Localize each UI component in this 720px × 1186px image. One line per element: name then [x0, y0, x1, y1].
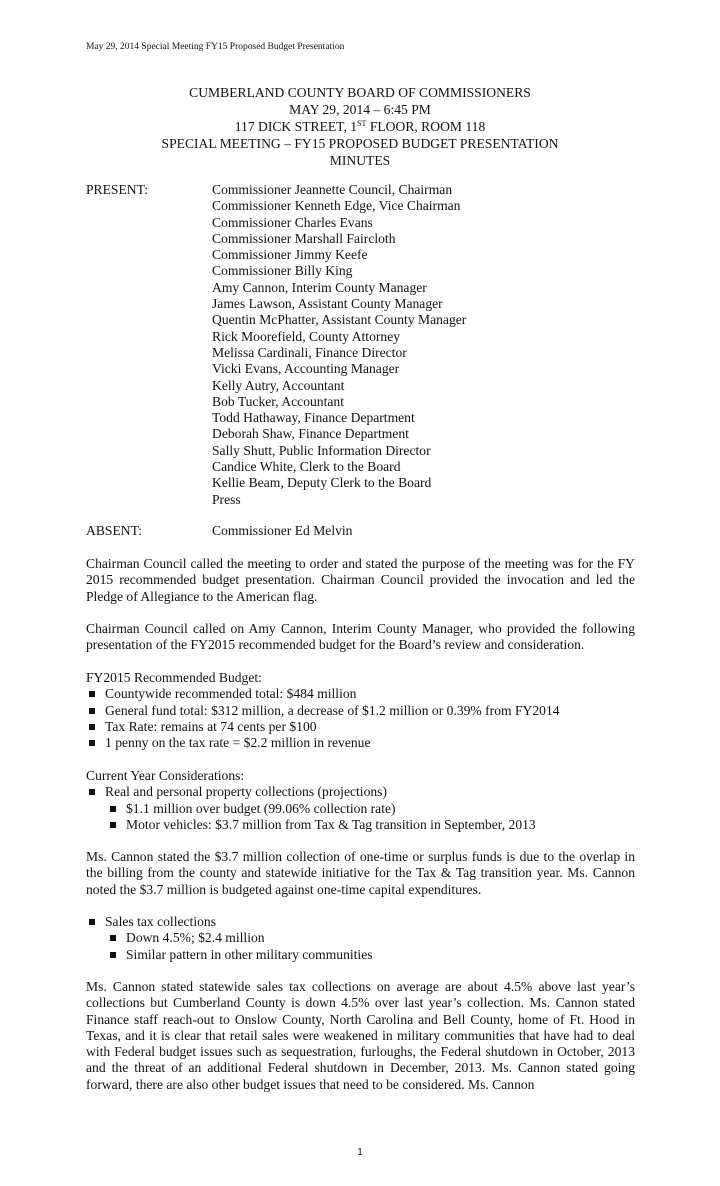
- attendee: Commissioner Kenneth Edge, Vice Chairman: [212, 198, 461, 214]
- attendee: James Lawson, Assistant County Manager: [212, 296, 443, 312]
- list-item: 1 penny on the tax rate = $2.2 million in revenue: [86, 735, 635, 751]
- attendee: Candice White, Clerk to the Board: [212, 459, 401, 475]
- attendee: Bob Tucker, Accountant: [212, 393, 344, 409]
- present-label: PRESENT:: [86, 182, 149, 197]
- attendee: Commissioner Billy King: [212, 263, 353, 279]
- list-item: Down 4.5%; $2.4 million: [86, 930, 635, 946]
- attendee: Amy Cannon, Interim County Manager: [212, 279, 427, 295]
- title-meeting: SPECIAL MEETING – FY15 PROPOSED BUDGET PRESENTATION: [161, 136, 559, 151]
- list-item: Countywide recommended total: $484 million: [86, 686, 635, 702]
- list-item: Real and personal property collections (projections): [86, 784, 635, 800]
- attendee: Commissioner Jeannette Council, Chairman: [212, 182, 453, 197]
- recommended-budget-section: [86, 670, 635, 751]
- list-item: $1.1 million over budget (99.06% collection rate): [86, 801, 635, 817]
- paragraph-call-to-order: Chairman Council called the meeting to order and stated the purpose of the meeting was for the FY 2015 recommended budget presentation. Chairman Council provided the invocation and led the Pledge of Allegiance to the American flag.: [86, 556, 635, 604]
- list-item: Motor vehicles: $3.7 million from Tax & Tag transition in September, 2013: [86, 817, 635, 833]
- attendee: Commissioner Charles Evans: [212, 214, 373, 230]
- attendee: Quentin McPhatter, Assistant County Manager: [212, 312, 467, 328]
- attendee: Deborah Shaw, Finance Department: [212, 426, 409, 442]
- paragraph-sales-tax: Ms. Cannon stated statewide sales tax collections on average are about 4.5% above last year’s collections but Cumberland County is down 4.5% over last year’s collection. Ms. Cannon stated Finance staff reach-out to Onslow County, North Carolina and Bell County, home of Ft. Hood in Texas, and it is clear that retail sales were weakened in military communities that have had to deal with Federal budget issues such as sequestration, furloughs, the Federal shutdown in October, 2013 and the threat of an additional Federal shutdown in December, 2013. Ms. Cannon stated going forward, there are also other budget issues that need to be considered. Ms. Cannon: [86, 979, 635, 1092]
- present-section: [86, 182, 646, 508]
- title-date: MAY 29, 2014 – 6:45 PM: [289, 102, 431, 117]
- attendee: Melissa Cardinali, Finance Director: [212, 344, 407, 360]
- sales-tax-list: [86, 914, 635, 930]
- sales-tax-sublist: [86, 930, 635, 963]
- attendee: Vicki Evans, Accounting Manager: [212, 361, 400, 377]
- attendee: Kellie Beam, Deputy Clerk to the Board: [212, 475, 432, 491]
- attendee: Press: [212, 491, 241, 507]
- list-item: General fund total: $312 million, a decrease of $1.2 million or 0.39% from FY2014: [86, 703, 635, 719]
- attendee: Sally Shutt, Public Information Director: [212, 442, 431, 458]
- sales-tax-section: [86, 914, 635, 963]
- list-item: Tax Rate: remains at 74 cents per $100: [86, 719, 635, 735]
- absent-label: ABSENT:: [86, 523, 142, 538]
- attendee: Rick Moorefield, County Attorney: [212, 328, 401, 344]
- current-year-list: [86, 784, 635, 800]
- current-year-sublist: [86, 801, 635, 834]
- attendee: Commissioner Jimmy Keefe: [212, 247, 368, 263]
- title-location: 117 DICK STREET, 1ST FLOOR, ROOM 118: [234, 119, 486, 134]
- title-minutes: MINUTES: [329, 153, 391, 168]
- absent-list: [212, 523, 646, 539]
- recommended-budget-list: [86, 686, 635, 751]
- running-header: May 29, 2014 Special Meeting FY15 Proposed Budget Presentation: [86, 42, 345, 52]
- attendee: Kelly Autry, Accountant: [212, 377, 345, 393]
- title-block: [86, 84, 634, 169]
- current-year-section: [86, 768, 635, 833]
- list-item: Sales tax collections: [86, 914, 635, 930]
- recommended-budget-heading: FY2015 Recommended Budget:: [86, 670, 262, 685]
- absent-section: [86, 523, 646, 539]
- present-list: [212, 182, 646, 508]
- absentee: Commissioner Ed Melvin: [212, 523, 353, 538]
- title-board: CUMBERLAND COUNTY BOARD OF COMMISSIONERS: [189, 85, 531, 100]
- paragraph-presentation-intro: Chairman Council called on Amy Cannon, Interim County Manager, who provided the following presentation of the FY2015 recommended budget for the Board’s review and consideration.: [86, 621, 635, 653]
- current-year-heading: Current Year Considerations:: [86, 768, 245, 783]
- attendee: Commissioner Marshall Faircloth: [212, 230, 396, 246]
- list-item: Similar pattern in other military communities: [86, 947, 635, 963]
- paragraph-surplus-funds: Ms. Cannon stated the $3.7 million collection of one-time or surplus funds is due to the overlap in the billing from the county and statewide initiative for the Tax & Tag transition year. Ms. Cannon noted the $3.7 million is budgeted against one-time capital expenditures.: [86, 849, 635, 897]
- attendee: Todd Hathaway, Finance Department: [212, 410, 415, 426]
- page-number: 1: [357, 1147, 363, 1158]
